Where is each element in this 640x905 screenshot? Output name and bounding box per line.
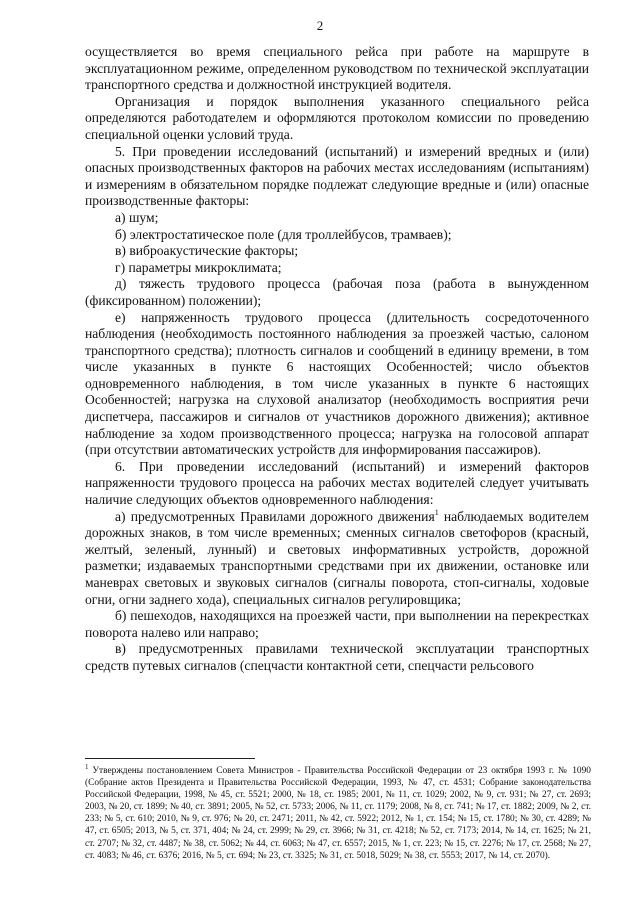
footnote-text-block	[85, 765, 591, 862]
list-item-a-text-after: наблюдаемых водителем дорожных знаков, в том числе временных; сменных сигналов светофоров (красный, желтый, зеленый, лунный) и световых информативных устройств, дорожной разметки; издаваемых транспортными средствами при их движении, остановке или маневрах световых и звуковых сигналов (сигналы поворота, стоп-сигналы, ходовые огни, огни заднего хода), специальных сигналов регулировщика;	[85, 508, 590, 607]
list-item-v-vibroacoustic: в) виброакустические факторы;	[115, 243, 299, 259]
list-item-b-pedestrians: б) пешеходов, находящихся на проезжей части, при выполнении на перекрестках поворота налево или направо;	[85, 608, 589, 640]
list-item-g-microclimate: г) параметры микроклимата;	[115, 259, 282, 275]
list-item-b-electrostatic: б) электростатическое поле (для троллейбусов, трамваев);	[115, 226, 452, 242]
list-item-a-noise: а) шум;	[115, 209, 159, 225]
page-number: 2	[316, 18, 324, 33]
paragraph-item-6: 6. При проведении исследований (испытаний) и измерений факторов напряженности трудового процесса на рабочих местах водителей следует учитывать наличие следующих объектов одновременного наблюдения:	[85, 458, 589, 508]
footnote	[85, 765, 591, 862]
body-text	[85, 44, 589, 675]
list-item-d-severity: д) тяжесть трудового процесса (рабочая поза (работа в вынужденном (фиксированном) положении);	[85, 276, 589, 308]
paragraph-organization: Организация и порядок выполнения указанного специального рейса определяются работодателем и оформляются протоколом комиссии по проведению специальной оценки условий труда.	[85, 93, 589, 142]
list-item-a-text: а) предусмотренных Правилами дорожного движения	[115, 508, 435, 524]
footnote-marker: 1	[85, 763, 89, 771]
list-item-e-intensity: е) напряженность трудового процесса (длительность сосредоточенного наблюдения (необходимость постоянного наблюдения за проезжей частью, салоном транспортного средства); плотность сигналов и сообщений в единицу времени, в том числе указанных в пункте 6 настоящих Особенностей; число объектов одновременного наблюдения, в том числе указанных в пункте 6 настоящих Особенностей; нагрузка на слуховой анализатор (необходимость восприятия речи диспетчера, пассажиров и сигналов от участников дорожного движения); активное наблюдение за ходом производственного процесса; нагрузка на голосовой аппарат (при отсутствии автоматических устройств для информирования пассажиров).	[85, 309, 589, 458]
footnote-reference[interactable]: 1	[434, 507, 439, 517]
list-item-a-traffic-rules	[85, 509, 589, 609]
list-item-v-track-signals: в) предусмотренных правилами технической эксплуатации транспортных средств путевых сигналов (спецчасти контактной сети, спецчасти рельсового	[85, 641, 589, 673]
footnote-separator	[85, 758, 255, 759]
paragraph-item-5: 5. При проведении исследований (испытаний) и измерений вредных и (или) опасных производственных факторов на рабочих местах исследованиям (испытаниям) и измерениям в обязательном порядке подлежат следующие вредные и (или) опасные производственные факторы:	[85, 143, 589, 209]
footnote-text: Утверждены постановлением Совета Министров - Правительства Российской Федерации от 23 октября 1993 г. № 1090 (Собрание актов Президента и Правительства Российской Федерации, 1993, № 47, ст. 4531; Собрание законодательства Российской Федерации, 1998, № 45, ст. 5521; 2000, № 18, ст. 1985; 2001, № 11, ст. 1029; 2002, № 9, ст. 931; № 27, ст. 2693; 2003, № 20, ст. 1899; № 40, ст. 3891; 2005, № 52, ст. 5733; 2006, № 11, ст. 1179; 2008, № 8, ст. 741; № 17, ст. 1882; 2009, № 2, ст. 233; № 5, ст. 610; 2010, № 9, ст. 976; № 20, ст. 2471; 2011, № 42, ст. 5922; 2012, № 1, ст. 154; № 15, ст. 1780; № 30, ст. 4289; № 47, ст. 6505; 2013, № 5, ст. 371, 404; № 24, ст. 2999; № 29, ст. 3966; № 31, ст. 4218; № 52, ст. 7173; 2014, № 14, ст. 1625; № 21, ст. 2707; № 32, ст. 4487; № 38, ст. 5062; № 44, ст. 6063; № 47, ст. 6557; 2015, № 1, ст. 223; № 15, ст. 2276; № 17, ст. 2568; № 27, ст. 4083; № 46, ст. 6376; 2016, № 5, ст. 694; № 23, ст. 3325; № 31, ст. 5018, 5029; № 38, ст. 5553; 2017, № 14, ст. 2070).	[85, 766, 591, 861]
paragraph-continuation: осуществляется во время специального рейса при работе на маршруте в эксплуатационном режиме, определенном руководством по технической эксплуатации транспортного средства и должностной инструкцией водителя.	[85, 44, 589, 93]
